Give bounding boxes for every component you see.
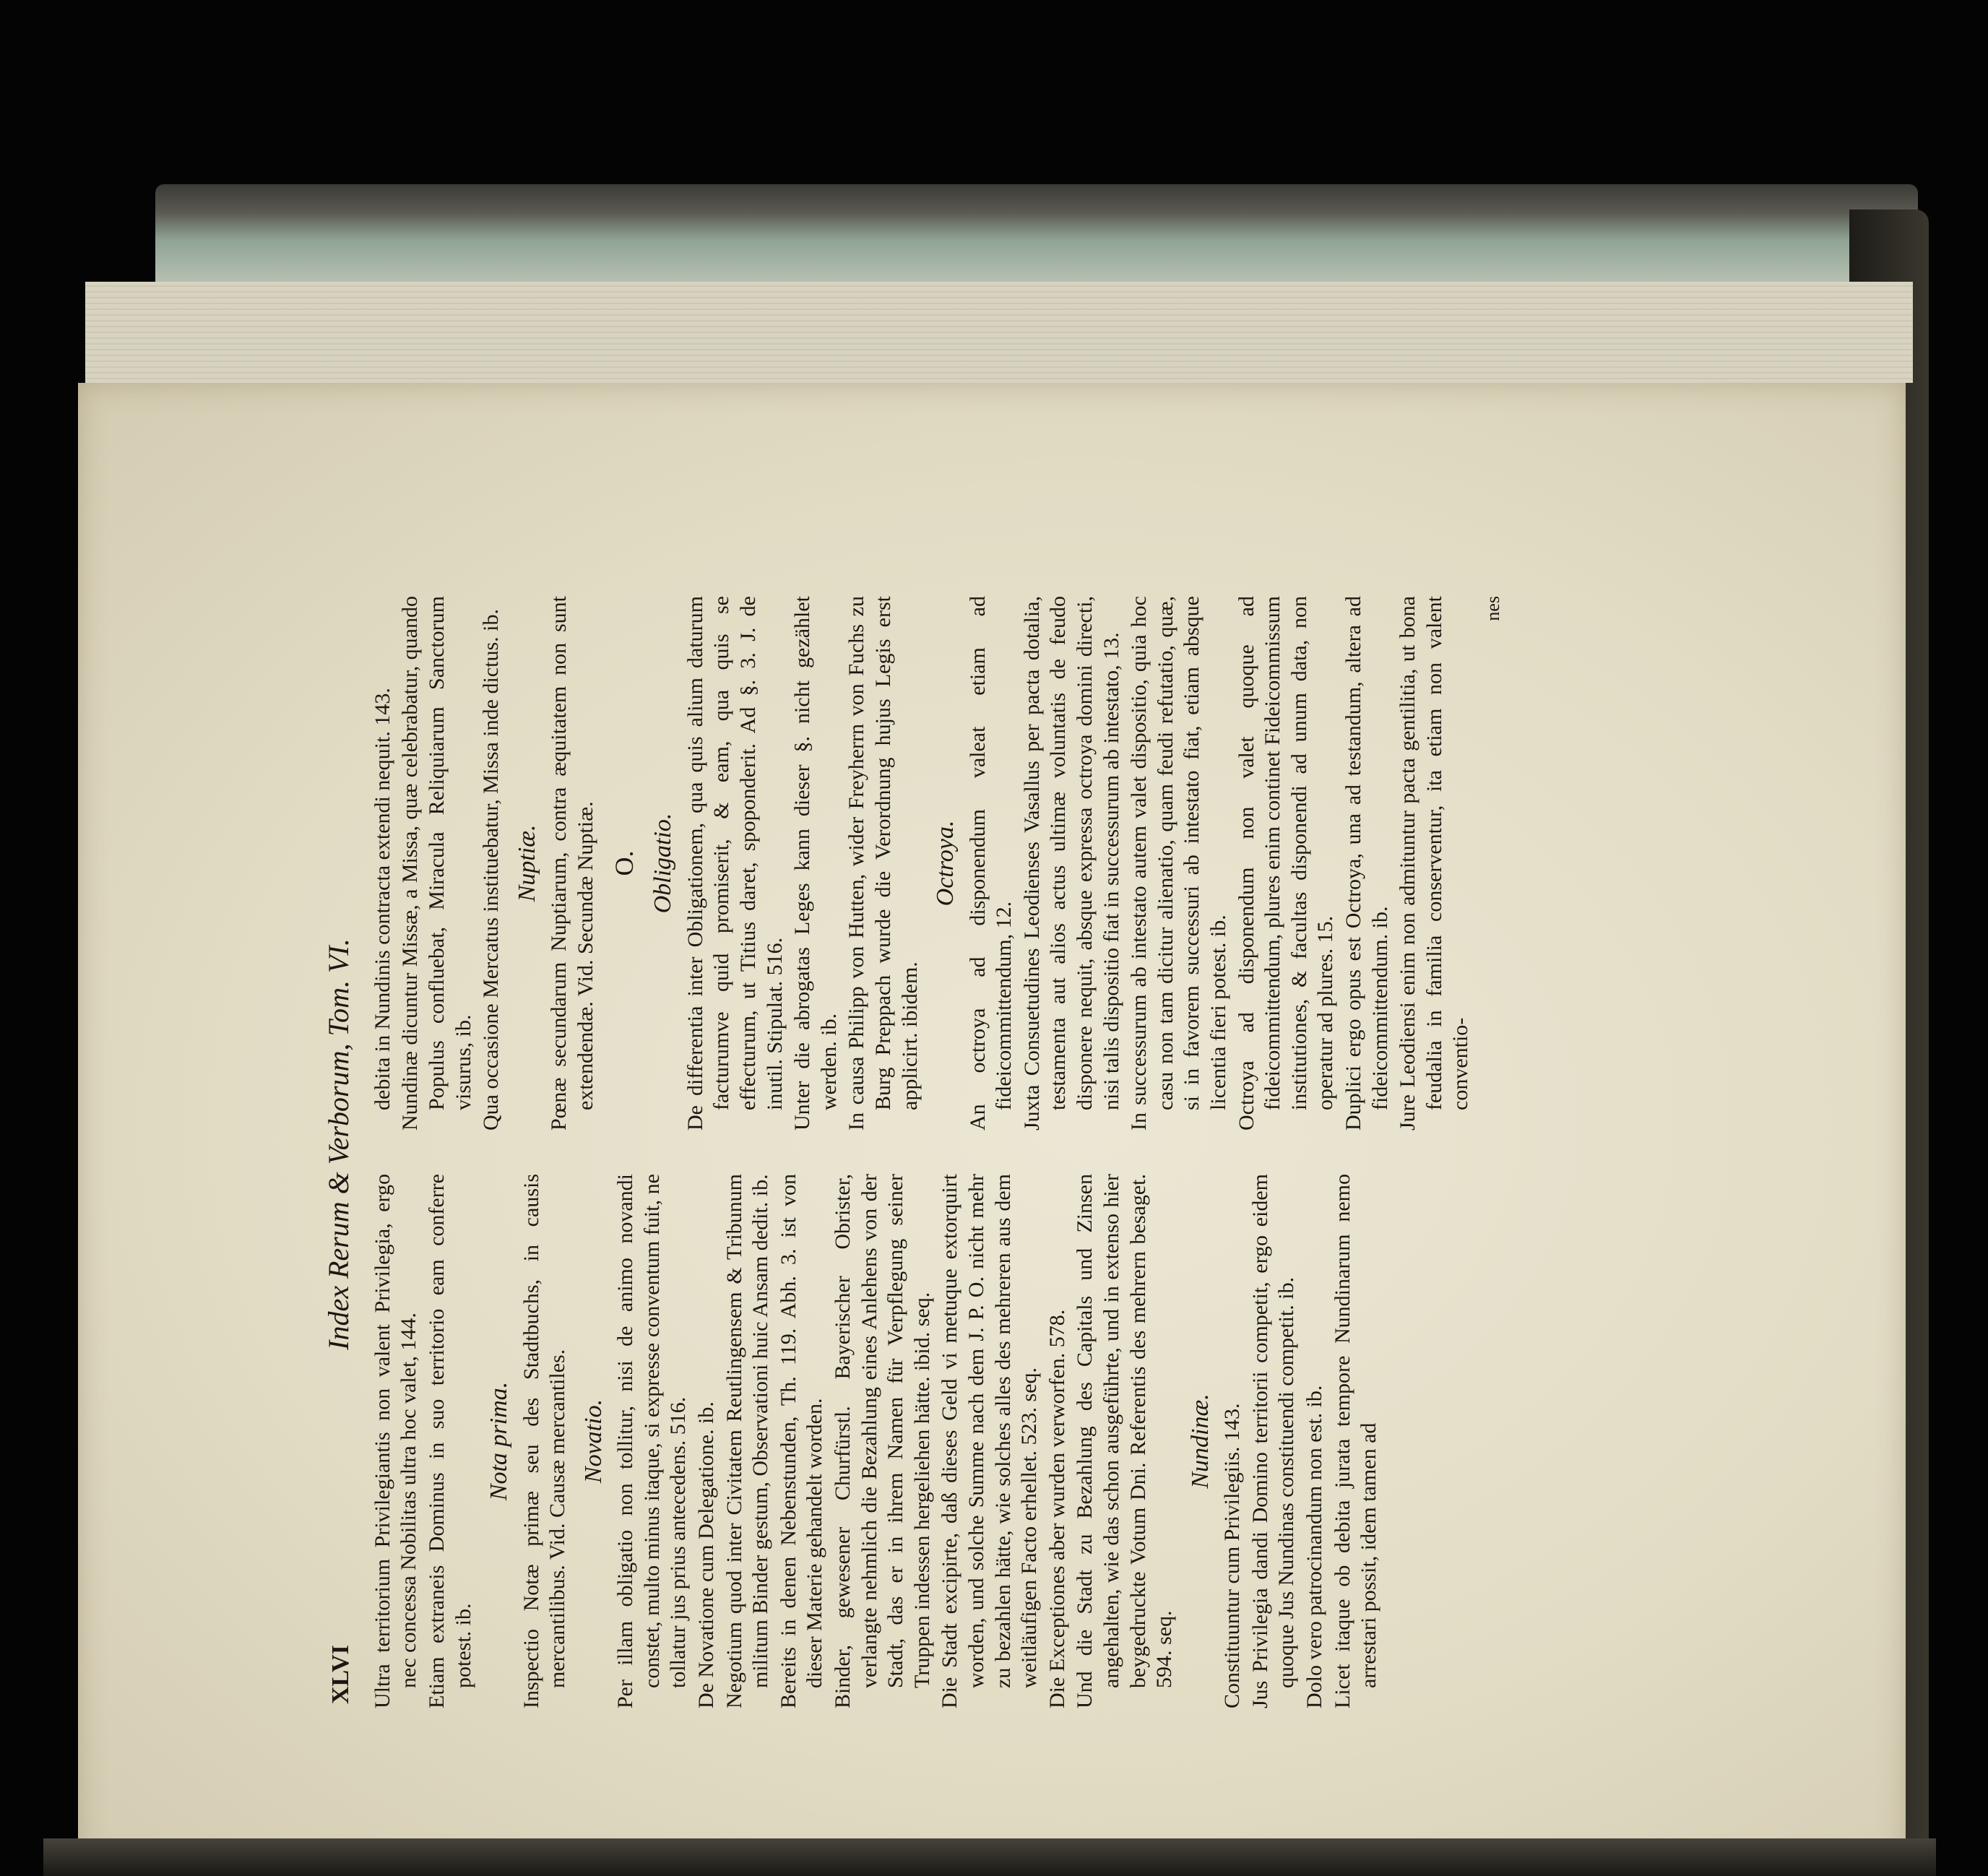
index-entry: An octroya ad disponendum valeat etiam ad fideicommittendum, 12. bbox=[965, 596, 1016, 1131]
page-stack-edge bbox=[85, 282, 1913, 383]
index-entry: Unter die abrogatas Leges kann dieser §. nicht gezählet werden. ib. bbox=[790, 596, 841, 1131]
section-heading: Nundinæ. bbox=[1186, 1393, 1214, 1489]
index-entry: Jure Leodiensi enim non admituntur pacta gentilitia, ut bona feudalia in familia conserventur, ita etiam non valent conventio- bbox=[1396, 596, 1473, 1131]
section-heading: Novatio. bbox=[579, 1399, 607, 1484]
index-entry: Ultra territorium Privilegiantis non valent Privilegia, ergo nec concessa Nobilitas ultra hoc valet, 144. bbox=[370, 1174, 421, 1708]
index-entry: Dolo vero patrocinandum non est. ib. bbox=[1302, 1385, 1327, 1708]
index-entry: Qua occasione Mercatus instituebatur, Missa inde dictus. ib. bbox=[479, 609, 504, 1131]
page-text-block bbox=[321, 596, 1643, 1708]
left-column bbox=[370, 1174, 1505, 1708]
index-entry: Constituuntur cum Privilegiis. 143. bbox=[1220, 1403, 1245, 1708]
index-entry: Die Exceptiones aber wurden verworfen. 578. bbox=[1045, 1309, 1069, 1708]
page-folio: XLVI bbox=[327, 1645, 354, 1704]
index-entry: De differentia inter Obligationem, qua quis alium daturum facturumve quid promiserit, & eam, qua quis se effecturum, ut Titius daret, spoponderit. Ad §. 3. J. de inutil. Stipulat. 516. bbox=[683, 596, 787, 1131]
book-bottom-edge bbox=[43, 1838, 1936, 1876]
index-entry: Juxta Consuetudines Leodienses Vasallus per pacta dotalia, testamenta aut alios actus ultimæ voluntatis de feudo disponere nequit, absque expressa octroya domini directi, nisi talis dispositio fiat in successurum ab intestato, 13. bbox=[1019, 596, 1123, 1131]
index-entry: Negotium quod inter Civitatem Reutlingensem & Tribunum militum Binder gestum, Observationi huic Ansam dedit. ib. bbox=[722, 1174, 773, 1708]
index-entry: Nundinæ dicuntur Missæ, a Missa, quæ celebrabatur, quando Populus confluebat, Miracula Reliquiarum Sanctorum visurus, ib. bbox=[398, 596, 475, 1131]
index-entry: Per illam obligatio non tollitur, nisi de animo novandi constet, multo minus itaque, si expresse conventum fuit, ne tollatur jus prius antecedens. 516. bbox=[613, 1174, 691, 1708]
index-entry: Bereits in denen Nebenstunden, Th. 119. Abh. 3. ist von dieser Materie gehandelt worden. bbox=[776, 1174, 827, 1708]
index-entry: Pœnæ secundarum Nuptiarum, contra æquitatem non sunt extendendæ. Vid. Secundæ Nuptiæ. bbox=[547, 596, 597, 1131]
section-heading: Octroya. bbox=[932, 820, 959, 907]
index-entry: debita in Nundinis contracta extendi nequit. 143. bbox=[370, 688, 394, 1110]
index-entry: Licet itaque ob debita jurata tempore Nundinarum nemo arrestari possit, idem tamen ad bbox=[1330, 1174, 1381, 1708]
section-heading: Nuptiæ. bbox=[513, 824, 540, 902]
section-heading: Obligatio. bbox=[649, 813, 677, 914]
index-entry: Die Stadt excipirte, daß dieses Geld vi metuque extorquirt worden, und solche Summe nach dem J. P. O. nicht mehr zu bezahlen hätte, wie solches alles des mehreren aus dem weitläufigen Facto erhellet. 523. seq. bbox=[938, 1174, 1042, 1708]
right-column bbox=[370, 596, 1505, 1131]
book-top-edge bbox=[155, 184, 1918, 285]
index-entry: Duplici ergo opus est Octroya, una ad testandum, altera ad fideicommittendum. ib. bbox=[1341, 596, 1392, 1131]
running-title: Index Rerum & Verborum, Tom. VI. bbox=[322, 938, 355, 1350]
index-entry: In successurum ab intestato autem valet dispositio, quia hoc casu non tam dicitur alienatio, quam feudi refutatio, quæ, si in favorem successuri ab intestato fiat, etiam absque licentia fieri potest. ib. bbox=[1127, 596, 1230, 1131]
index-entry: Und die Stadt zu Bezahlung des Capitals und Zinsen angehalten, wie das schon ausgeführte, und in extenso hier beygedruckte Votum Dni. Referentis des mehrern besaget. 594. seq. bbox=[1073, 1174, 1177, 1708]
catchword: nes bbox=[1482, 596, 1503, 621]
index-entry: Etiam extraneis Dominus in suo territorio eam conferre potest. ib. bbox=[424, 1174, 475, 1708]
running-header bbox=[321, 596, 357, 1708]
index-entry: Inspectio Notæ primæ seu des Stadtbuchs, in causis mercantilibus. Vid. Causæ mercantiles. bbox=[519, 1174, 570, 1708]
index-columns bbox=[370, 596, 1505, 1708]
alphabet-letter: O. bbox=[610, 850, 639, 876]
index-entry: De Novatione cum Delegatione. ib. bbox=[694, 1401, 719, 1708]
index-entry: In causa Philipp von Hutten, wider Freyherrn von Fuchs zu Burg Preppach wurde die Verordnung hujus Legis erst applicirt. ibidem. bbox=[844, 596, 922, 1131]
section-heading: Nota prima. bbox=[485, 1381, 513, 1501]
index-entry: Octroya ad disponendum non valet quoque ad fideicommittendum, plures enim continet Fideicommissum institutiones, & facultas disponendi ad unum data, non operatur ad plures. 15. bbox=[1234, 596, 1338, 1131]
index-entry: Binder, gewesener Churfürstl. Bayerischer Obrister, verlangte nehmlich die Bezahlung eines Anlehens von der Stadt, das er in ihrem Namen für Verpflegung seiner Truppen indessen hergeliehen hätte. ibid. seq. bbox=[831, 1174, 934, 1708]
index-entry: Jus Privilegia dandi Domino territorii competit, ergo eidem quoque Jus Nundinas constituendi competit. ib. bbox=[1248, 1174, 1299, 1708]
